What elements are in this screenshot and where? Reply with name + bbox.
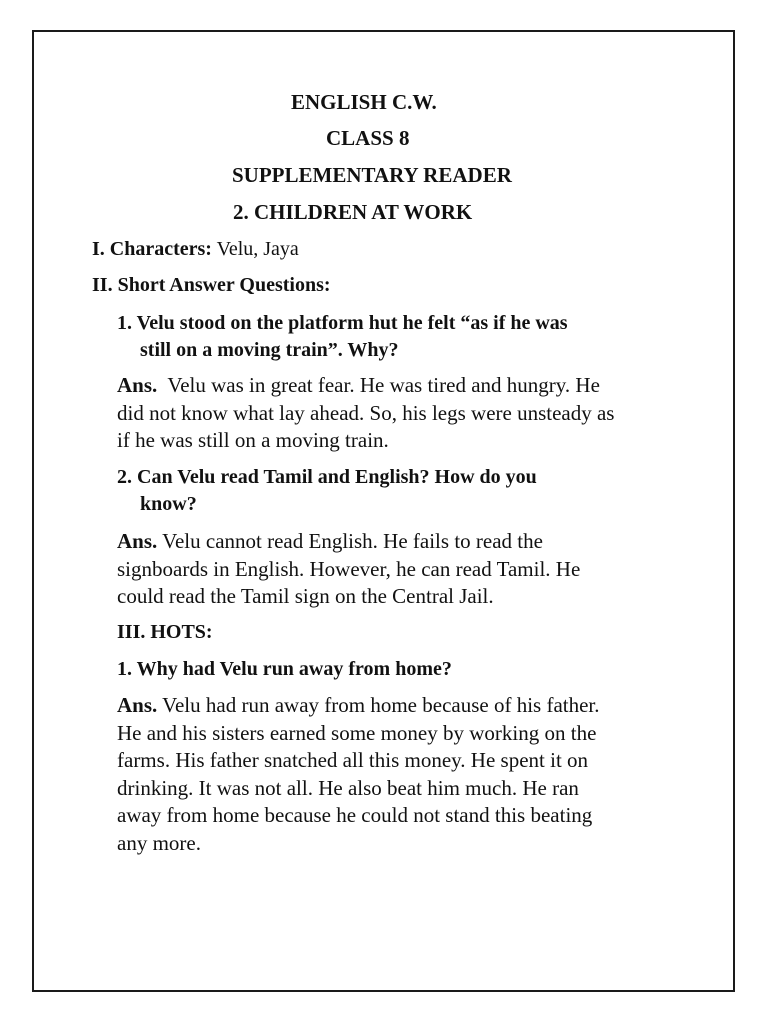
answer-line: signboards in English. However, he can read Tamil. He	[117, 556, 581, 581]
question-line: 2. Can Velu read Tamil and English? How do you	[117, 466, 537, 488]
ans-label: Ans.	[117, 373, 158, 397]
class-title: CLASS 8	[326, 126, 410, 150]
book-title: SUPPLEMENTARY READER	[232, 163, 512, 187]
chapter-title: 2. CHILDREN AT WORK	[233, 200, 473, 224]
question-line: still on a moving train”. Why?	[140, 339, 399, 361]
answer-line: Velu cannot read English. He fails to read the	[157, 529, 543, 553]
answer-line: could read the Tamil sign on the Central Jail.	[117, 584, 494, 608]
answer-line: Velu was in great fear. He was tired and hungry. He	[157, 373, 600, 397]
answer-line: if he was still on a moving train.	[117, 428, 389, 452]
answer-line: away from home because he could not stand this beating	[117, 803, 593, 827]
answer-line: Velu had run away from home because of his father.	[157, 693, 600, 717]
ans-label: Ans.	[117, 529, 158, 553]
subject-title: ENGLISH C.W.	[291, 90, 437, 114]
question-line: 1. Velu stood on the platform hut he felt “as if he was	[117, 312, 568, 334]
answer-line: drinking. It was not all. He also beat him much. He ran	[117, 775, 579, 800]
ans-label: Ans.	[117, 693, 158, 717]
characters-label: I. Characters:	[92, 238, 212, 260]
short-answer-heading: II. Short Answer Questions:	[92, 274, 331, 296]
hots-answer-1	[117, 692, 600, 857]
answer-line: farms. His father snatched all this money. He spent it on	[117, 748, 589, 772]
short-answer-1	[117, 372, 614, 455]
hots-question-1	[117, 656, 452, 683]
short-question-2	[117, 464, 537, 518]
characters-line	[92, 237, 299, 261]
answer-line: He and his sisters earned some money by working on the	[117, 720, 597, 745]
characters-value: Velu, Jaya	[211, 238, 299, 260]
answer-line: did not know what lay ahead. So, his legs were unsteady as	[117, 400, 615, 425]
hots-heading: III. HOTS:	[117, 621, 213, 643]
question-line: 1. Why had Velu run away from home?	[117, 658, 452, 680]
question-line: know?	[140, 493, 197, 515]
answer-line: any more.	[117, 830, 201, 855]
short-answer-2	[117, 528, 580, 611]
short-question-1	[117, 310, 568, 364]
